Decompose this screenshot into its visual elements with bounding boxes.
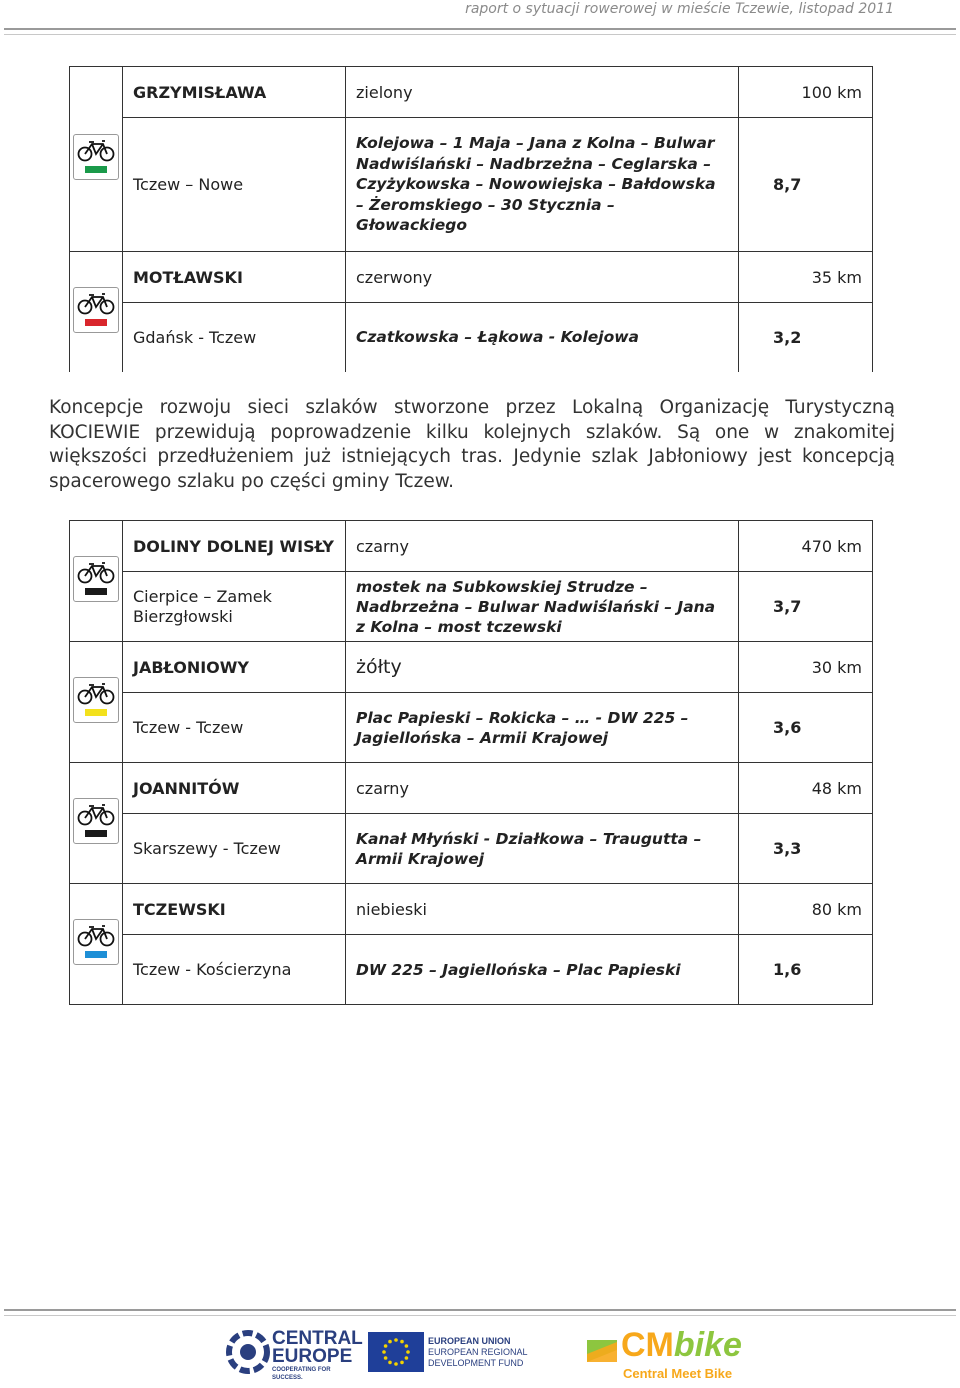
trail-color-stripe	[85, 588, 107, 595]
eu-line3: DEVELOPMENT FUND	[428, 1358, 524, 1368]
trail-color: zielony	[346, 67, 739, 118]
trail-sign-cell	[70, 252, 123, 372]
route-streets: DW 225 – Jagiellońska – Plac Papieski	[346, 935, 739, 1005]
bicycle-trail-sign-icon	[73, 677, 119, 723]
route-km: 3,7	[739, 572, 873, 642]
cmbike-emblem-icon	[585, 1336, 619, 1366]
bicycle-trail-sign-icon	[73, 287, 119, 333]
central-europe-logo	[226, 1328, 363, 1381]
cmbike-tagline: Central Meet Bike	[623, 1366, 733, 1381]
table-row	[70, 763, 873, 814]
header-title: raport o sytuacji rowerowej w mieście Tczewie, listopad 2011	[465, 1, 894, 17]
bicycle-trail-sign-icon	[73, 556, 119, 602]
trails-table-1	[69, 66, 873, 372]
trail-color-stripe	[85, 166, 107, 173]
table-row	[70, 814, 873, 884]
route-km: 3,2	[739, 303, 873, 372]
route-endpoints: Tczew – Nowe	[123, 118, 346, 252]
route-endpoints: Cierpice – Zamek Bierzgłowski	[123, 572, 346, 642]
table-row	[70, 303, 873, 372]
trail-color-stripe	[85, 951, 107, 958]
table-row	[70, 884, 873, 935]
table-row	[70, 252, 873, 303]
trail-sign-cell	[70, 763, 123, 884]
cmbike-name-cm: CM	[621, 1326, 674, 1364]
route-streets: Plac Papieski – Rokicka – … - DW 225 – Jagiellońska – Armii Krajowej	[346, 693, 739, 763]
eu-logo	[368, 1330, 528, 1374]
trail-color-stripe	[85, 319, 107, 326]
bicycle-trail-sign-icon	[73, 134, 119, 180]
route-streets: mostek na Subkowskiej Strudze – Nadbrzeżna – Bulwar Nadwiślański – Jana z Kolna – most tczewski	[346, 572, 739, 642]
trail-name: JABŁONIOWY	[123, 642, 346, 693]
trail-length: 100 km	[739, 67, 873, 118]
route-km: 1,6	[739, 935, 873, 1005]
trail-length: 35 km	[739, 252, 873, 303]
trail-length: 470 km	[739, 521, 873, 572]
route-endpoints: Gdańsk - Tczew	[123, 303, 346, 372]
table-row	[70, 935, 873, 1005]
trail-sign-cell	[70, 642, 123, 763]
table-row	[70, 693, 873, 763]
central-europe-emblem-icon	[226, 1330, 270, 1374]
central-europe-tagline: COOPERATING FOR SUCCESS.	[272, 1367, 331, 1381]
route-endpoints: Tczew - Tczew	[123, 693, 346, 763]
trail-color: niebieski	[346, 884, 739, 935]
trail-length: 30 km	[739, 642, 873, 693]
page-header	[0, 0, 960, 38]
route-km: 3,3	[739, 814, 873, 884]
central-europe-line1: CENTRAL	[272, 1328, 363, 1349]
trail-name: MOTŁAWSKI	[123, 252, 346, 303]
table-row	[70, 118, 873, 252]
trail-length: 48 km	[739, 763, 873, 814]
route-streets: Czatkowska – Łąkowa - Kolejowa	[346, 303, 739, 372]
body-paragraph: Koncepcje rozwoju sieci szlaków stworzone przez Lokalną Organizację Turystyczną KOCIEWIE przewidują poprowadzenie kilku kolejnych szlaków. Są one w znakomitej większości przedłużeniem już istniejących tras. Jedynie szlak Jabłoniowy jest koncepcją spacerowego szlaku po części gminy Tczew.	[49, 397, 895, 492]
trail-color: czarny	[346, 763, 739, 814]
trails-table-2	[69, 520, 873, 1005]
trail-color: czerwony	[346, 252, 739, 303]
trail-sign-cell	[70, 521, 123, 642]
bicycle-trail-sign-icon	[73, 798, 119, 844]
trail-name: GRZYMISŁAWA	[123, 67, 346, 118]
header-rule	[4, 28, 956, 35]
route-streets: Kanał Młyński - Działkowa – Traugutta – Armii Krajowej	[346, 814, 739, 884]
route-km: 3,6	[739, 693, 873, 763]
trail-color: żółty	[346, 642, 739, 693]
trail-color: czarny	[346, 521, 739, 572]
table-row	[70, 642, 873, 693]
table-row	[70, 521, 873, 572]
trail-name: DOLINY DOLNEJ WISŁY	[123, 521, 346, 572]
route-km: 8,7	[739, 118, 873, 252]
trail-sign-cell	[70, 67, 123, 252]
eu-line1: EUROPEAN UNION	[428, 1336, 511, 1346]
eu-line2: EUROPEAN REGIONAL	[428, 1347, 528, 1357]
footer-rule	[4, 1309, 956, 1316]
trail-name: JOANNITÓW	[123, 763, 346, 814]
trail-sign-cell	[70, 884, 123, 1005]
table-row	[70, 572, 873, 642]
bicycle-trail-sign-icon	[73, 919, 119, 965]
footer-logos	[0, 1326, 960, 1388]
central-europe-line2: EUROPE	[272, 1346, 353, 1367]
route-streets: Kolejowa – 1 Maja – Jana z Kolna – Bulwar Nadwiślański – Nadbrzeżna – Ceglarska – Czyżykowska – Nowowiejska – Bałdowska – Żeromskiego – 30 Stycznia – Głowackiego	[346, 118, 739, 252]
trail-color-stripe	[85, 709, 107, 716]
cmbike-name-bike: bike	[673, 1326, 742, 1364]
route-endpoints: Skarszewy - Tczew	[123, 814, 346, 884]
eu-flag-icon	[368, 1332, 424, 1372]
trail-color-stripe	[85, 830, 107, 837]
table-row	[70, 67, 873, 118]
cmbike-logo	[585, 1326, 742, 1382]
route-endpoints: Tczew - Kościerzyna	[123, 935, 346, 1005]
trail-length: 80 km	[739, 884, 873, 935]
trail-name: TCZEWSKI	[123, 884, 346, 935]
